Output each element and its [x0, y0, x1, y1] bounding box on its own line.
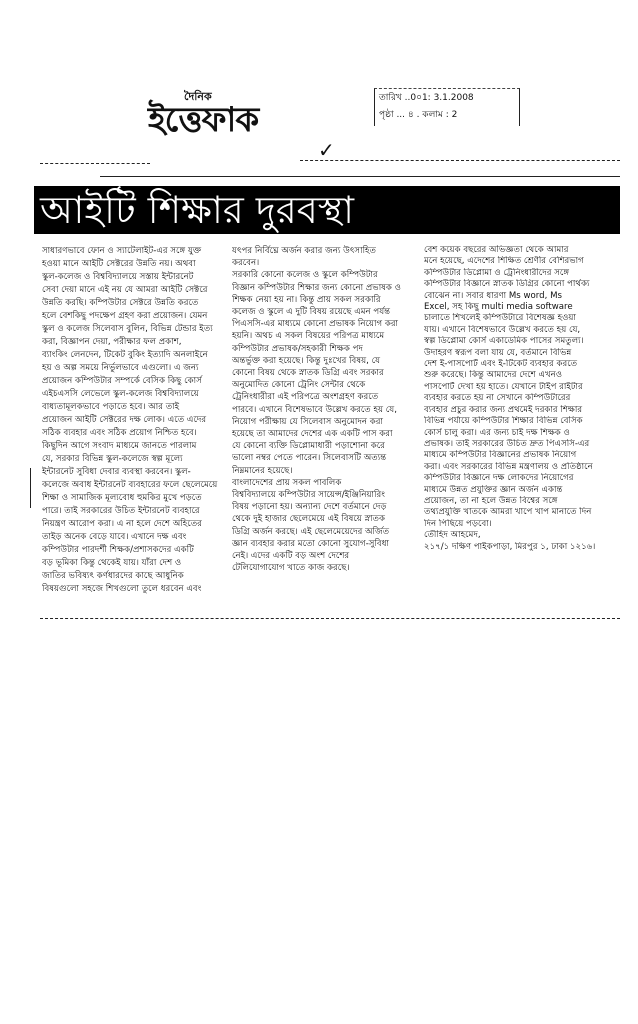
article-line: উন্নতি করছি। কম্পিউটার সেক্টরে উন্নতি করতে: [42, 298, 199, 308]
article-line: শিক্ষক নেয়া হয় না। কিন্তু প্রায় সকল সরকারি: [232, 294, 381, 305]
article-line: কম্পিউটার ডিপ্লোমা ও ট্রেনিংধারীদের সঙ্গে: [424, 267, 570, 278]
article-line: নিয়োগ পরীক্ষায় যে সিলেবাস অনুমোদন করা: [232, 416, 383, 427]
article-line: প্রয়োজন, তা না হলে উন্নত বিশ্বের সঙ্গে: [424, 495, 558, 506]
article-line: কম্পিউটার বিজ্ঞানে দক্ষ লোকদের নিয়োগের: [424, 473, 574, 484]
article-line: বাংলাদেশের প্রায় সকল পাবলিক: [232, 477, 342, 488]
article-line: ইন্টারনেট সুবিধা দেবার ব্যবস্থা করবেন। স্কুল-: [42, 467, 191, 477]
article-line: কলেজ ও স্কুলে এ দুটি বিষয় রয়েছে এমন পর্যন্ত: [232, 307, 391, 318]
article-line: বিষয়গুলো সহজে শিখগুলো তুলে ধরবেন এবং: [42, 584, 202, 594]
article-line: থেকে দুই হাজার ছেলেমেয়ে এই বিষয়ে স্নাতক: [232, 514, 385, 525]
article-line: ব্যবহার করতে হয় না সেখানে কম্পিউটারের: [424, 393, 571, 404]
article-line: প্রয়োজন আইটি সেক্টরের দক্ষ লোক। এতে এদের: [42, 415, 207, 425]
article-line: স্কুল-কলেজ ও বিশ্ববিদ্যালয়ে সস্তায় ইন্টারনেট: [42, 272, 194, 282]
article-line: এইচএসসি লেভেলে স্কুল-কলেজ বিশ্ববিদ্যালয়ে: [42, 389, 199, 399]
article-line: যৎপর নির্বিঘ্নে অর্জন করার জন্য উৎসাহিত: [232, 246, 377, 256]
article-line: মাধ্যমে উন্নত প্রযুক্তির জ্ঞান অর্জন একান্ত: [424, 484, 563, 495]
article-line: হয়েছে তা আমাদের দেশের এক একটি পাস করা: [232, 429, 393, 440]
article-line: নেই। এদের একটি বড় অংশ দেশের: [232, 551, 350, 562]
article-line: Excel, সহ কিছু multi media software: [424, 302, 573, 313]
article-line: কিছুদিন আগে সংবাদ মাধ্যমে জানতে পারলাম: [42, 441, 197, 451]
article-line: ট্রেনিংধারীরা এই পরিপত্রে অংশগ্রহণ করতে: [232, 392, 379, 403]
article-line: পারবে। এখানে বিশেষভাবে উল্লেখ করতে হয় যে,: [232, 404, 397, 415]
article-line: জ্ঞান ব্যবহার করার মতো কোনো সুযোগ-সুবিধা: [232, 538, 390, 549]
article-line: বিজ্ঞান কম্পিউটার শিক্ষার জন্য কোনো প্রভাষক ও: [232, 282, 401, 293]
article-line: বাধ্যতামূলকভাবে পড়াতে হবে। আর তাই: [42, 402, 180, 412]
article-line: করা, বিজ্ঞাপন দেয়া, পরীক্ষার ফল প্রকাশ,: [42, 337, 182, 347]
article-column-2: [232, 245, 420, 574]
article-line: নিয়ন্ত্রণ আরোপ করা। এ না হলে দেশে অহিতের: [42, 519, 202, 529]
article-line: বিষয় পড়ানো হয়। অন্যান্য দেশে বর্তমানে দেড়: [232, 502, 387, 513]
bottom-divider: [40, 618, 620, 619]
article-line: ডিগ্রি অর্জন করছে। এই ছেলেমেয়েদের অর্জিত: [232, 526, 390, 537]
article-line: টেলিযোগাযোগ খাতে কাজ করছে।: [232, 563, 350, 574]
article-line: করা। এবং সরকারের বিভিন্ন মন্ত্রণালয় ও প্রতিষ্ঠানে: [424, 461, 593, 472]
article-line: পাসপোর্ট দেখা হয় হাতে। যেখানে টাইপ রাইটার: [424, 381, 583, 392]
article-line: দিন পিছিয়ে পড়বো।: [424, 518, 492, 529]
article-line: সরকারি কোনো কলেজ ও স্কুলে কম্পিউটার: [232, 270, 378, 281]
article-line: যায়। এখানে বিশেষভাবে উল্লেখ করতে হয় যে,: [424, 324, 581, 335]
article-line: কম্পিউটার বিজ্ঞানে স্নাতক ডিগ্রির কোনো পার্থক্য: [424, 279, 590, 290]
article-line: কম্পিউটার পারদর্শী শিক্ষক/প্রশাসকদের একটি: [42, 545, 194, 555]
article-line: স্কুল ও কলেজ সিলেবাস বুলিন, বিভিন্ন টেন্ডার ইত্য: [42, 324, 213, 334]
article-line: ব্যাংকিং লেনদেন, টিকেট বুকিং ইত্যাদি অনলাইনে: [42, 350, 208, 360]
checkmark-icon: ✓: [318, 138, 335, 162]
divider: [100, 176, 620, 177]
article-line: নিম্নমানের হয়েছে।: [232, 465, 293, 476]
article-line: বেশ কয়েক বছরের অভিজ্ঞতা থেকে আমার: [424, 245, 569, 255]
article-line: শুরু করেছে। কিন্তু আমাদের দেশে এখনও: [424, 370, 563, 381]
article-line: প্রয়োজন কম্পিউটার সম্পর্কে বেসিক কিছু কোর্স: [42, 376, 202, 386]
article-line: যে কোনো ব্যক্তি ডিপ্লোমাধারী পড়াশোনা করে: [232, 441, 385, 452]
article-line: তাইড় অনেক বেড়ে যাবে। এখানে দক্ষ এবং: [42, 532, 187, 542]
article-line: বিভিন্ন পর্যায়ে কম্পিউটার শিক্ষার বিভিন্ন বেসিক: [424, 416, 583, 427]
scan-mark: [30, 468, 31, 508]
article-line: বোঝেন না। সবার ধারণা Ms word, Ms: [424, 290, 562, 301]
article-line: মাধ্যমে কম্পিউটার বিজ্ঞানের প্রভাষক নিয়োগ: [424, 450, 577, 461]
article-line: বড় ভূমিকা কিন্তু থেকেই যায়। যাঁরা দেশ ও: [42, 558, 182, 568]
newspaper-logo: ইত্তেফাক: [148, 100, 259, 140]
divider: [300, 160, 620, 161]
headline: আইটি শিক্ষার দুরবস্থা: [40, 188, 355, 232]
article-line: উদাহরণ স্বরূপ বলা যায় যে, বর্তমানে বিভিন্ন: [424, 347, 572, 358]
article-line: ২১৭/১ দক্ষিণ পাইকপাড়া, মিরপুর ১, ঢাকা ১২১৬।: [424, 541, 596, 552]
article-line: প্রভাষক। তাই সরকারের উচিত দ্রুত পিএসসি-এর: [424, 438, 590, 449]
article-line: যে, সরকার বিভিন্ন স্কুল-কলেজে স্বল্প মূল্যে: [42, 454, 183, 464]
article-line: স্বল্প ডিপ্লোমা কোর্স একাডেমিক পাসের সমতুল্য।: [424, 336, 584, 347]
article-line: সাধারণভাবে ফোন ও স্যাটেলাইট-এর সঙ্গে যুক্ত: [42, 246, 202, 256]
article-line: তৌহিদ আহমেদ,: [424, 530, 481, 541]
article-column-1: [42, 245, 230, 596]
article-line: সেবা দেয়া মানে এই নয় যে আমরা আইটি সেক্টরে: [42, 285, 208, 295]
article-line: চালাতে শিখলেই কম্পিউটারে বিশেষজ্ঞ হওয়া: [424, 313, 576, 324]
article-line: কম্পিউটার প্রভাষক/সহকারী শিক্ষক পদ: [232, 343, 363, 354]
article-line: বিশ্ববিদ্যালয়ে কম্পিউটার সায়েন্স/ইঞ্জিনিয়ারিং: [232, 490, 385, 501]
article-line: অনুমোদিত কোনো ট্রেনিং সেন্টার থেকে: [232, 380, 366, 391]
article-line: শিক্ষা ও সামাজিক মূল্যবোধ হুমকির মুখে পড়তে: [42, 493, 202, 503]
stamp-date: তারিখ ..0০1: 3.1.2008: [379, 93, 474, 103]
article-line: পিএসসি-এর মাধ্যমে কোনো প্রভাষক নিয়োগ করা: [232, 319, 399, 330]
article-line: হয়নি। অথচ এ সকল বিষয়ের পরিপত্র মাধ্যমে: [232, 331, 385, 342]
article-line: ব্যবহার প্রচুর করার জন্য প্রথমেই দরকার শিক্ষার: [424, 404, 583, 415]
masthead-prefix: দৈনিক: [184, 90, 212, 103]
divider: [40, 163, 150, 164]
article-line: অন্তর্ভুক্ত করা হয়েছে। কিন্তু দুঃখের বিষয়, যে: [232, 355, 381, 366]
article-line: ভালো নম্বর পেতে পারেন। সিলেবাসটি অত্যন্ত: [232, 453, 387, 464]
article-line: জাতির ভবিষ্যৎ কর্ণধারদের কাছে আধুনিক: [42, 571, 184, 581]
article-line: হওয়া মানে আইটি সেক্টরের উন্নতি নয়। অথবা: [42, 259, 196, 269]
article-line: কোর্স চালু করা। এর জন্য চাই দক্ষ শিক্ষক ও: [424, 427, 570, 438]
article-line: মনে হয়েছে, এদেশের শিক্ষিত শ্রেণীর বেশিরভাগ: [424, 256, 584, 267]
article-line: হয় ও অল্প সময়ে নির্ভুলভাবে এগুলো। এ জন্য: [42, 363, 199, 373]
article-line: তথ্যপ্রযুক্তি খাতকে আমরা খাপে খাপ মানাতে দিন: [424, 507, 592, 518]
article-line: সঠিক ব্যবহার এবং সঠিক প্রয়োগ নিশ্চিত হবে।: [42, 428, 197, 438]
article-column-3: [424, 245, 612, 553]
article-line: করবেন।: [232, 258, 260, 269]
article-line: কোনো বিষয় থেকে স্নাতক ডিগ্রি এবং সরকার: [232, 368, 384, 379]
article-line: দেশ ই-পাসপোর্ট এবং ই-টিকেট ব্যবহার করতে: [424, 359, 578, 370]
article-line: কলেজে অবাধ ইন্টারনেট ব্যবহারের ফলে ছেলেমেয়ে: [42, 480, 218, 490]
stamp-page-column: পৃষ্ঠা ... ৪ . কলাম : 2: [379, 110, 458, 120]
date-page-stamp: [374, 88, 520, 126]
article-line: হলে বেশকিছু পদক্ষেপ গ্রহণ করা প্রয়োজন। যেমন: [42, 311, 208, 321]
article-line: পারে। তাই সরকারের উচিত ইন্টারনেট ব্যবহারে: [42, 506, 200, 516]
